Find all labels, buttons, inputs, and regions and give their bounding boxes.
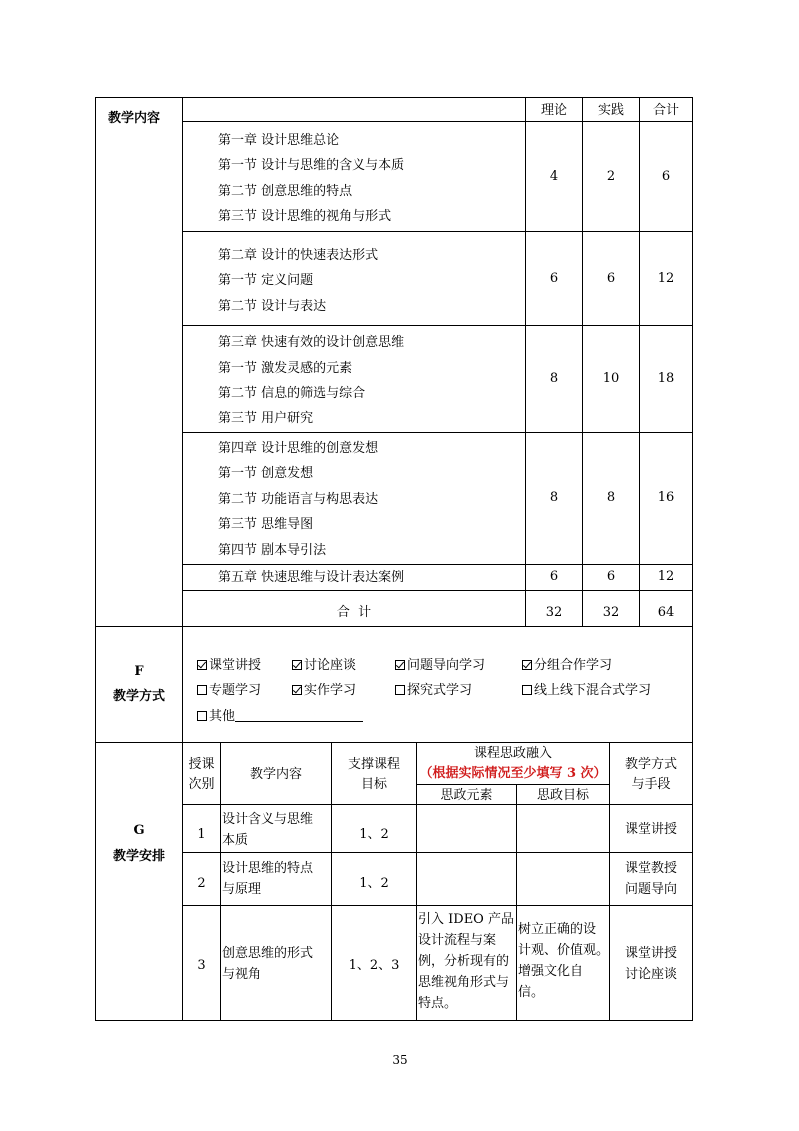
checkbox-icon[interactable] [292,685,302,695]
checkbox-icon[interactable] [395,685,405,695]
method-option-3[interactable]: 问题导向学习 [395,658,485,674]
method-option-2[interactable]: 讨论座谈 [292,658,356,674]
checkbox-icon[interactable] [197,685,207,695]
content-row1-bottom [182,231,693,232]
row-3-element-3: 例，分析现有的 [418,954,510,969]
chapter-1-line-4: 第三节 设计思维的视角与形式 [218,209,392,224]
header-content: 教学内容 [249,767,302,782]
sched-header-bottom [182,804,693,805]
header-method-1: 教学方式 [624,757,677,772]
row-3-content-2: 与视角 [222,967,262,982]
row-3-method-2: 讨论座谈 [624,967,677,982]
header-goal-2: 目标 [360,777,387,792]
method-option-4[interactable]: 分组合作学习 [522,658,612,674]
page-number: 35 [392,1053,408,1067]
sched-row1-bottom [182,852,693,853]
row-3-element-1: 引入 IDEO 产品 [418,912,514,927]
content-row2-bottom [182,325,693,326]
chapter-2-line-3: 第二节 设计与表达 [218,299,327,314]
chapter-2-line-2: 第一节 定义问题 [218,273,314,288]
checkbox-icon[interactable] [197,660,207,670]
chapter-1-line-2: 第一节 设计与思维的含义与本质 [218,158,405,173]
chapter-3-line-3: 第二节 信息的筛选与综合 [218,386,366,401]
sum-label: 合 计 [336,605,372,620]
header-session-2: 次别 [188,777,215,792]
checkbox-icon[interactable] [522,685,532,695]
chapter-4-theory: 8 [549,490,559,505]
chapter-2-line-1: 第二章 设计的快速表达形式 [218,248,379,263]
sched-ideology-split [416,784,610,785]
section-letter-g: G [133,823,145,838]
row-2-goal: 1、2 [359,876,389,891]
section-label-method: 教学方式 [112,689,165,704]
method-option-5[interactable]: 专题学习 [197,683,261,699]
header-goal-1: 支撑课程 [347,757,400,772]
row-3-objective-4: 信。 [518,985,545,1000]
row-3-no: 3 [197,958,206,973]
header-objectives: 思政目标 [536,788,589,803]
header-elements: 思政元素 [440,788,493,803]
method-option-8[interactable]: 线上线下混合式学习 [522,683,651,699]
chapter-3-line-2: 第一节 激发灵感的元素 [218,361,353,376]
chapter-4-line-4: 第三节 思维导图 [218,517,314,532]
chapter-1-practice: 2 [606,169,616,184]
frame-left [95,97,96,1021]
header-session-1: 授课 [188,757,215,772]
content-row5-bottom [182,590,693,591]
sum-practice: 32 [602,605,620,620]
content-row3-bottom [182,432,693,433]
chapter-1-line-3: 第二节 创意思维的特点 [218,184,353,199]
chapter-3-line-4: 第三节 用户研究 [218,411,314,426]
row-3-objective-2: 计观、价值观。 [518,943,610,958]
row-2-method-1: 课堂教授 [624,861,677,876]
header-total: 合计 [652,103,679,118]
header-practice: 实践 [597,103,624,118]
checkbox-icon[interactable] [395,660,405,670]
sched-col-objectives-left [516,784,517,1021]
chapter-2-total: 12 [657,271,675,286]
header-theory: 理论 [540,103,567,118]
row-3-method-1: 课堂讲授 [624,946,677,961]
method-option-7[interactable]: 探究式学习 [395,683,472,699]
sum-theory: 32 [545,605,563,620]
chapter-5-total: 12 [657,569,675,584]
row-2-content-1: 设计思维的特点 [222,861,314,876]
row-3-goal: 1、2、3 [348,958,400,973]
row-1-content-2: 本质 [222,833,249,848]
section-divider-f [95,626,693,627]
chapter-4-line-2: 第一节 创意发想 [218,466,314,481]
chapter-1-line-1: 第一章 设计思维总论 [218,133,340,148]
content-row4-bottom [182,564,693,565]
row-1-goal: 1、2 [359,827,389,842]
header-ideology-note: （根据实际情况至少填写 3 次） [419,766,607,781]
row-2-content-2: 与原理 [222,882,262,897]
checkbox-icon[interactable] [522,660,532,670]
chapter-5-practice: 6 [606,569,616,584]
row-1-content-1: 设计含义与思维 [222,812,314,827]
method-option-1[interactable]: 课堂讲授 [197,658,261,674]
checkbox-icon[interactable] [292,660,302,670]
header-ideology: 课程思政融入 [473,746,552,761]
row-1-no: 1 [197,827,206,842]
section-divider-g [95,742,693,743]
chapter-4-line-5: 第四节 剧本导引法 [218,543,327,558]
chapter-4-total: 16 [657,490,675,505]
sum-total: 64 [657,605,675,620]
row-3-element-2: 设计流程与案 [418,933,497,948]
row-2-no: 2 [197,876,206,891]
chapter-2-practice: 6 [606,271,616,286]
frame-top [95,97,693,98]
chapter-5-theory: 6 [549,569,559,584]
chapter-3-practice: 10 [602,371,620,386]
row-3-objective-1: 树立正确的设 [518,922,597,937]
row-3-element-5: 特点。 [418,996,458,1011]
section-label-schedule: 教学安排 [112,849,165,864]
row-1-method-1: 课堂讲授 [624,822,677,837]
row-3-element-4: 思维视角形式与 [418,975,510,990]
chapter-4-line-3: 第二节 功能语言与构思表达 [218,492,379,507]
chapter-3-line-1: 第三章 快速有效的设计创意思维 [218,335,405,350]
chapter-1-total: 6 [661,169,671,184]
method-option-9[interactable]: 其他 [197,708,363,725]
frame-right [692,97,693,1021]
row-3-content-1: 创意思维的形式 [222,946,314,961]
chapter-4-practice: 8 [606,490,616,505]
checkbox-icon[interactable] [197,711,207,721]
other-fill-line[interactable] [235,708,363,722]
content-header-bottom [182,121,693,122]
row-3-objective-3: 增强文化自 [518,964,584,979]
frame-bottom [95,1020,693,1021]
row-2-method-2: 问题导向 [624,882,677,897]
sched-col-content-left [220,742,221,1021]
chapter-4-line-1: 第四章 设计思维的创意发想 [218,441,379,456]
header-method-2: 与手段 [631,777,671,792]
section-label-content: 教学内容 [108,111,161,126]
chapter-3-total: 18 [657,371,675,386]
chapter-5-line-1: 第五章 快速思维与设计表达案例 [218,570,405,585]
chapter-1-theory: 4 [549,169,559,184]
method-option-6[interactable]: 实作学习 [292,683,356,699]
sched-row2-bottom [182,905,693,906]
chapter-2-theory: 6 [549,271,559,286]
section-letter-f: F [134,664,144,679]
chapter-3-theory: 8 [549,371,559,386]
